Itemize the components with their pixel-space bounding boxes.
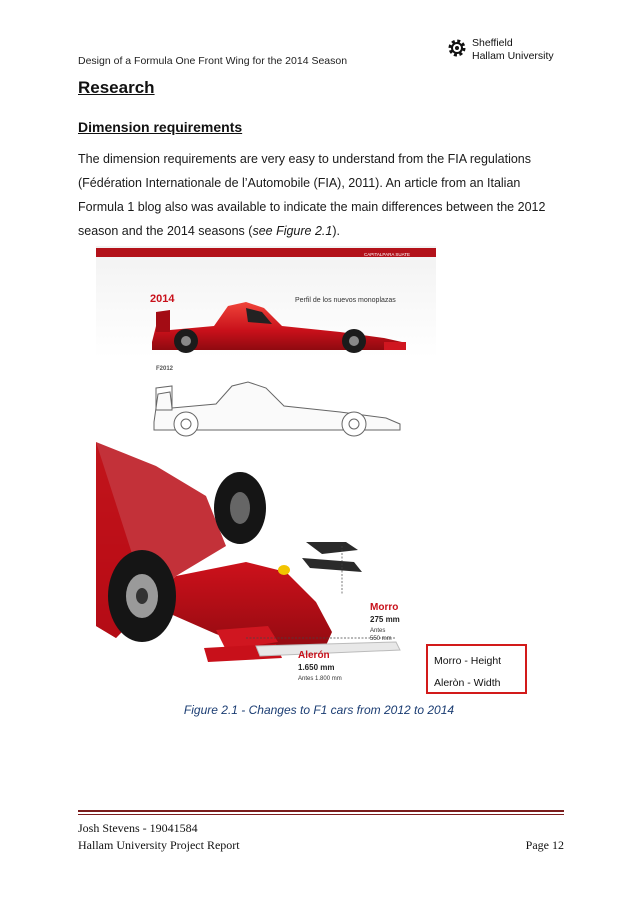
body-text-end: ). [332,224,340,238]
logo-line-1: Sheffield [472,37,513,49]
footer-author: Josh Stevens - 19041584 [78,821,198,835]
morro-label: Morro [370,602,399,613]
callout-line-2: Aleròn - Width [434,677,501,689]
aleron-label: Alerón [298,650,330,661]
f1-comparison-figure [96,246,436,692]
figure-caption: Figure 2.1 - Changes to F1 cars from 2012 to 2014 [183,703,455,717]
body-text: The dimension requirements are very easy to understand from the FIA regulations (Fédération Internationale de l’Automobile (FIA), 2011). An article from an Italian Formula 1 blog also was available to indicate the main differences between the 2012 season and the 2014 seasons ( [78,152,546,238]
gear-icon [446,37,468,59]
footer-rule [78,810,564,812]
callout-line-1: Morro - Height [434,655,502,667]
footer-report: Hallam University Project Report [78,838,240,852]
aleron-value: 1.650 mm [298,663,335,672]
logo-text [472,37,554,63]
section-heading: Research [78,78,155,97]
subsection-heading: Dimension requirements [78,119,243,135]
figure-reference: see Figure 2.1 [252,224,333,238]
top-tag: CAPITALPARA SUATE [364,252,411,257]
nose-closeup [96,442,400,662]
morro-value: 275 mm [370,615,400,624]
morro-before: Antes [370,628,386,634]
aleron-before: Antes 1.800 mm [298,676,342,682]
morro-before-value: 550 mm [370,636,392,642]
label-2012: F2012 [156,366,174,372]
university-logo [446,36,566,66]
page-footer [78,820,564,854]
banner-text: Perfil de los nuevos monoplazas [295,297,396,304]
ferrari-badge [278,565,290,575]
logo-line-2: Hallam University [472,50,554,62]
front-wing-upper-flap [306,542,358,554]
label-2014: 2014 [150,293,175,305]
running-header: Design of a Formula One Front Wing for the 2014 Season [78,55,348,67]
car-2012-outline [154,382,400,436]
dimension-callout-box [426,644,527,694]
footer-rule-thin [78,814,564,815]
body-paragraph [78,147,564,243]
page-number: Page 12 [525,838,564,852]
